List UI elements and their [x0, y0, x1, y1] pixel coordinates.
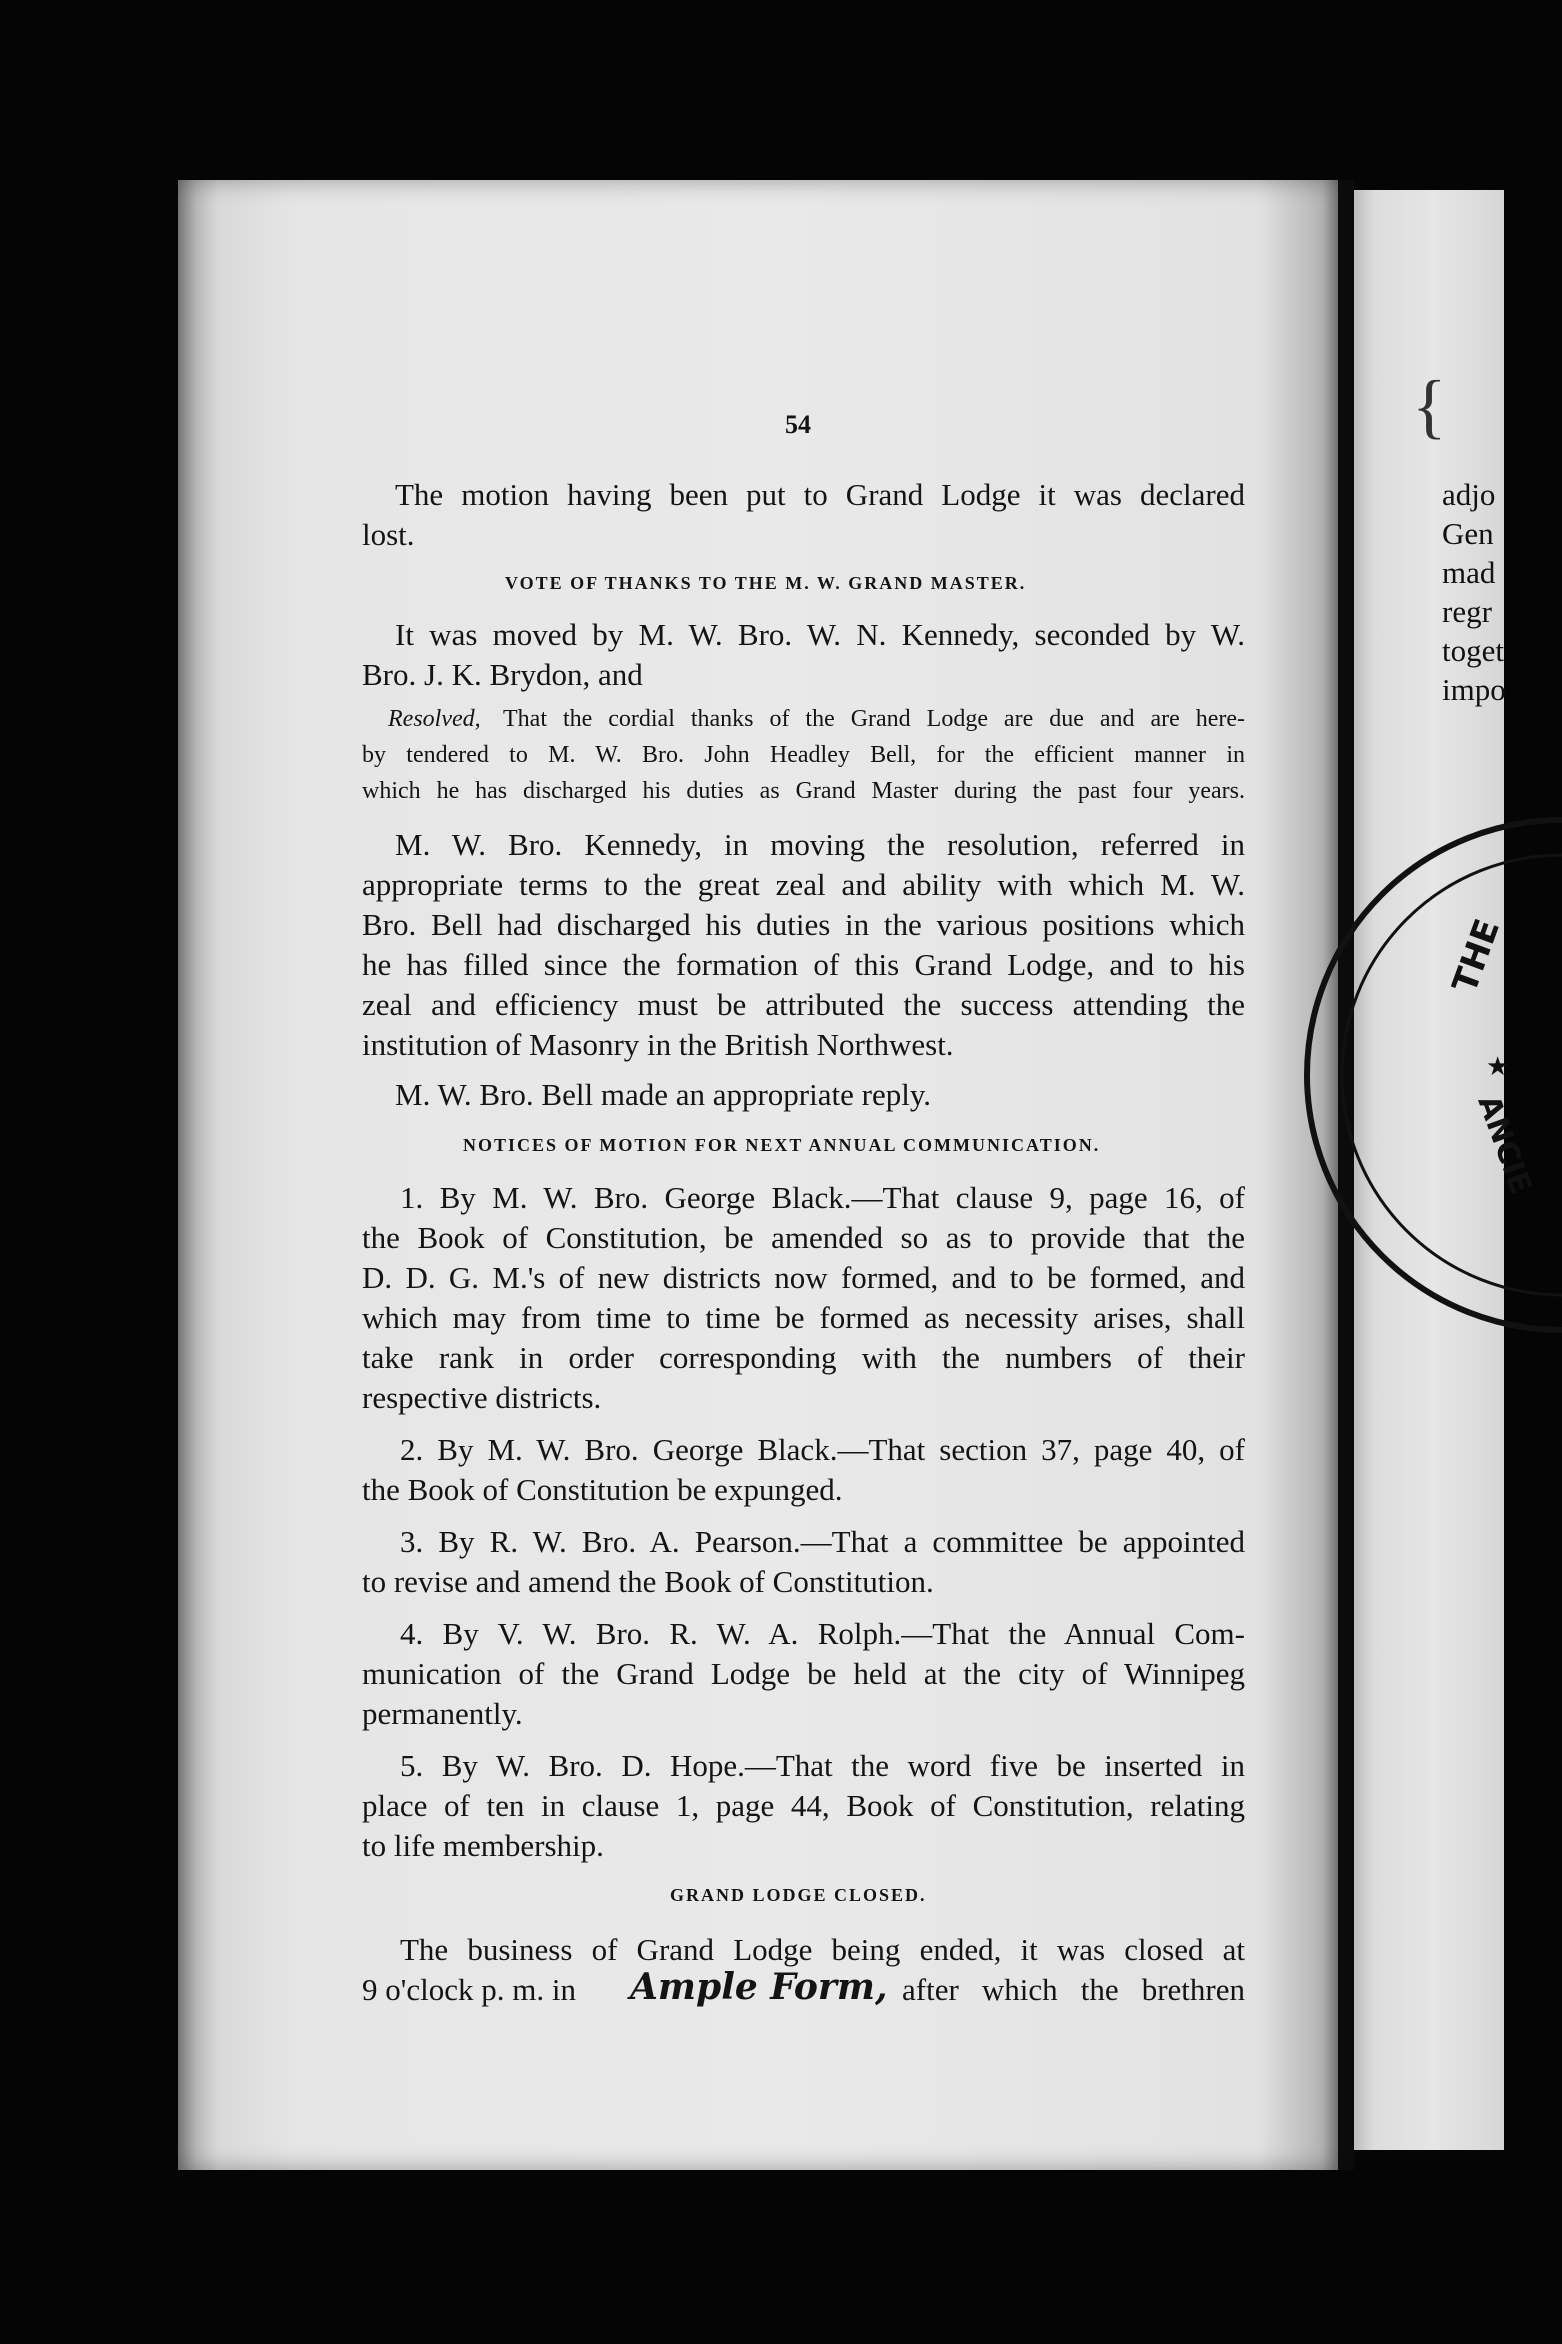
text-line: appropriate terms to the great zeal and ability with which M. W.	[362, 867, 1245, 902]
text-line: 4. By V. W. Bro. R. W. A. Rolph.—That the Annual Com-	[400, 1616, 1245, 1651]
text-line: M. W. Bro. Bell made an appropriate reply.	[395, 1077, 932, 1112]
text-line: permanently.	[362, 1696, 523, 1731]
facing-page-word: Gen	[1442, 516, 1494, 551]
text-line: It was moved by M. W. Bro. W. N. Kennedy, seconded by W.	[395, 617, 1245, 652]
text-line: 5. By W. Bro. D. Hope.—That the word five be inserted in	[400, 1748, 1245, 1783]
text-line: 2. By M. W. Bro. George Black.—That section 37, page 40, of	[400, 1432, 1245, 1467]
seal-star-icon: ★	[1486, 1052, 1510, 1082]
seal-text: ANCIE	[1470, 1090, 1539, 1199]
text-line: institution of Masonry in the British Northwest.	[362, 1027, 954, 1062]
seal-stamp	[1442, 810, 1562, 1370]
text-line: to life membership.	[362, 1828, 604, 1863]
text-line: place of ten in clause 1, page 44, Book of Constitution, relating	[362, 1788, 1245, 1823]
text-line: munication of the Grand Lodge be held at the city of Winnipeg	[362, 1656, 1245, 1691]
text-line: That the cordial thanks of the Grand Lodge are due and are here-	[503, 706, 1245, 732]
text-line: D. D. G. M.'s of new districts now formed, and to be formed, and	[362, 1260, 1245, 1295]
text-line: The motion having been put to Grand Lodge it was declared	[395, 477, 1245, 512]
section-heading: NOTICES OF MOTION FOR NEXT ANNUAL COMMUNICATION.	[463, 1135, 1101, 1155]
page-number: 54	[785, 410, 811, 439]
text-line: The business of Grand Lodge being ended, it was closed at	[400, 1932, 1245, 1967]
text-line: zeal and efficiency must be attributed the success attending the	[362, 987, 1245, 1022]
text-line: Bro. J. K. Brydon, and	[362, 657, 643, 692]
facing-page-word: mad	[1442, 555, 1496, 590]
text-line: he has filled since the formation of this Grand Lodge, and to his	[362, 947, 1245, 982]
text-line: 3. By R. W. Bro. A. Pearson.—That a committee be appointed	[400, 1524, 1245, 1559]
text-line: 1. By M. W. Bro. George Black.—That clause 9, page 16, of	[400, 1180, 1245, 1215]
text-line: which he has discharged his duties as Grand Master during the past four years.	[362, 778, 1245, 804]
facing-page-word: regr	[1442, 594, 1492, 629]
seal-text: THE	[1444, 914, 1509, 999]
facing-page-word: adjo	[1442, 477, 1496, 512]
text-line: lost.	[362, 517, 415, 552]
text-line: M. W. Bro. Kennedy, in moving the resolution, referred in	[395, 827, 1245, 862]
text-line: after which the brethren	[902, 1972, 1245, 2007]
section-heading: VOTE OF THANKS TO THE M. W. GRAND MASTER.	[505, 573, 1027, 593]
facing-page	[1354, 190, 1539, 2150]
facing-page-word: toget	[1442, 633, 1504, 668]
text-line: Resolved,	[388, 706, 481, 732]
text-line: the Book of Constitution, be amended so as to provide that the	[362, 1220, 1245, 1255]
text-line: 9 o'clock p. m. in	[362, 1972, 576, 2007]
text-line: take rank in order corresponding with the numbers of their	[362, 1340, 1245, 1375]
text-line: Bro. Bell had discharged his duties in the various positions which	[362, 907, 1245, 942]
book-gutter	[1338, 180, 1354, 2170]
text-line: respective districts.	[362, 1380, 602, 1415]
book-page	[178, 180, 1338, 2170]
section-heading: GRAND LODGE CLOSED.	[670, 1885, 927, 1905]
text-line: which may from time to time be formed as necessity arises, shall	[362, 1300, 1245, 1335]
ample-form-text: Ample Form,	[630, 1966, 888, 2008]
text-line: the Book of Constitution be expunged.	[362, 1472, 843, 1507]
text-line: by tendered to M. W. Bro. John Headley Bell, for the efficient manner in	[362, 742, 1245, 768]
facing-page-word: impo	[1442, 672, 1506, 707]
brace-mark: {	[1412, 366, 1447, 446]
text-line: to revise and amend the Book of Constitution.	[362, 1564, 934, 1599]
